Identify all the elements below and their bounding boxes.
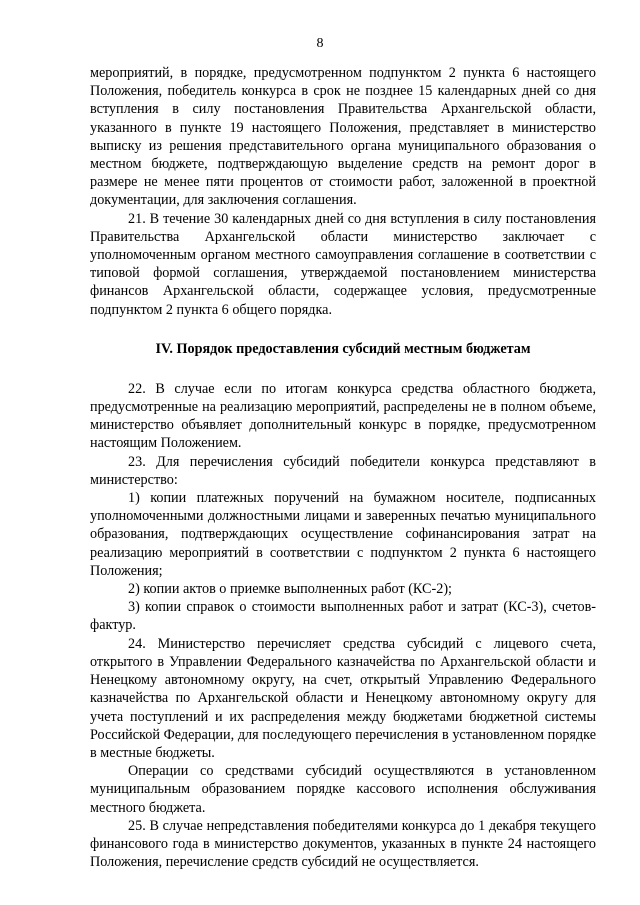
paragraph: 24. Министерство перечисляет средства субсидий с лицевого счета, открытого в Управлении Федерального казначейства по Архангельской области и Ненецкому автономному округу, на счет, открытый Управлению Федерального казначейства по Архангельской области и Ненецкому автономному округу для учета поступлений и их распределения между бюджетами бюджетной системы Российской Федерации, для последующего перечисления в установленном порядке в местные бюджеты.	[90, 635, 596, 761]
paragraph: 1) копии платежных поручений на бумажном носителе, подписанных уполномоченными должностными лицами и заверенных печатью муниципального образования, подтверждающих осуществление софинансирования затрат на реализацию мероприятий в соответствии с подпунктом 2 пункта 6 настоящего Положения;	[90, 490, 596, 579]
paragraph: 22. В случае если по итогам конкурса средства областного бюджета, предусмотренные на реализацию мероприятий, распределены не в полном объеме, министерство объявляет дополнительный конкурс в порядке, предусмотренном настоящим Положением.	[90, 380, 596, 452]
paragraph: 21. В течение 30 календарных дней со дня вступления в силу постановления Правительства Архангельской области министерство заключает с уполномоченным органом местного самоуправления соглашение в соответствии с типовой формой соглашения, утверждаемой постановлением министерства финансов Архангельской области, содержащее условия, предусмотренные подпунктом 2 пункта 6 общего порядка.	[90, 210, 596, 318]
paragraph: 23. Для перечисления субсидий победители конкурса представляют в министерство:	[90, 453, 596, 488]
document-body	[90, 64, 596, 871]
section-heading: IV. Порядок предоставления субсидий местным бюджетам	[155, 340, 531, 357]
paragraphs-before-heading	[90, 64, 596, 319]
paragraph: 2) копии актов о приемке выполненных работ (КС-2);	[128, 581, 452, 598]
paragraphs-after-heading	[90, 380, 596, 871]
paragraph: мероприятий, в порядке, предусмотренном подпунктом 2 пункта 6 настоящего Положения, победитель конкурса в срок не позднее 15 календарных дней со дня вступления в силу постановления Правительства Архангельской области, указанного в пункте 19 настоящего Положения, представляет в министерство выписку из решения представительного органа муниципального образования о местном бюджете, подтверждающую выделение средств на ремонт дорог в размере не менее пяти процентов от стоимости работ, заложенной в проектной документации, для заключения соглашения.	[90, 65, 596, 209]
paragraph: Операции со средствами субсидий осуществляются в установленном муниципальным образованием порядке кассового исполнения обслуживания местного бюджета.	[90, 763, 596, 816]
page-number: 8	[316, 36, 324, 51]
paragraph: 3) копии справок о стоимости выполненных работ и затрат (КС-3), счетов-фактур.	[90, 599, 596, 634]
paragraph: 25. В случае непредставления победителями конкурса до 1 декабря текущего финансового года в министерство документов, указанных в пункте 24 настоящего Положения, перечисление средств субсидий не осуществляется.	[90, 817, 596, 871]
